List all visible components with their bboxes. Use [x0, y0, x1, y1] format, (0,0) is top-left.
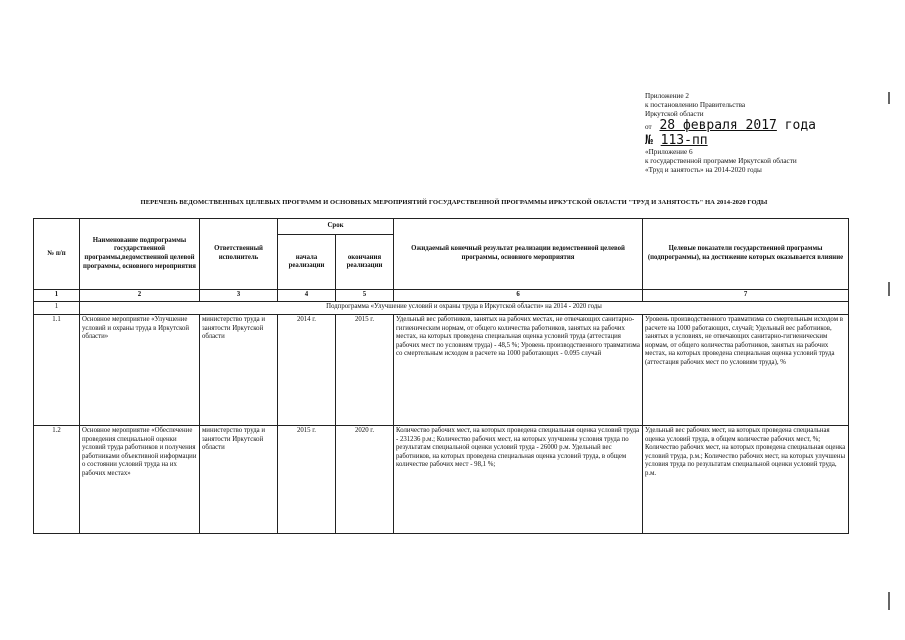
row-start: 2014 г. [278, 315, 336, 426]
column-number: 3 [200, 290, 278, 302]
subprogram-row [34, 302, 849, 315]
row-name: Основное мероприятие «Обеспечение проведения специальной оценки условий труда работников и получения работниками объективной информации о состоянии условий труда на их рабочих местах» [80, 426, 200, 534]
header-indicators: Целевые показатели государственной программы (подпрограммы), на достижение которых оказывается влияние [643, 219, 849, 290]
document-title: ПЕРЕЧЕНЬ ВЕДОМСТВЕННЫХ ЦЕЛЕВЫХ ПРОГРАММ И ОСНОВНЫХ МЕРОПРИЯТИЙ ГОСУДАРСТВЕННОЙ ПРОГРАММЫ ИРКУТСКОЙ ОБЛАСТИ "ТРУД И ЗАНЯТОСТЬ" НА 2014-2020 ГОДЫ [140, 199, 768, 206]
scan-mark [888, 92, 890, 104]
subprogram-title: Подпрограмма «Улучшение условий и охраны труда в Иркутской области» на 2014 - 2020 годы [80, 302, 849, 315]
row-executor: министерство труда и занятости Иркутской области [200, 426, 278, 534]
header-end: окончания реализации [336, 235, 394, 290]
header-num: № п/п [34, 219, 80, 290]
scan-edge-marks [888, 92, 891, 612]
table-row [34, 315, 849, 426]
appendix-line: «Труд и занятость» на 2014-2020 годы [645, 166, 762, 174]
subprogram-num: 1 [34, 302, 80, 315]
header-start: начала реализации [278, 235, 336, 290]
row-end: 2015 г. [336, 315, 394, 426]
appendix-line: «Приложение 6 [645, 148, 693, 156]
program-table [33, 218, 849, 534]
scan-mark [888, 592, 890, 610]
number-value: 113-пп [660, 133, 708, 148]
column-number: 1 [34, 290, 80, 302]
decree-date [645, 119, 895, 134]
row-name: Основное мероприятие «Улучшение условий и охраны труда в Иркутской области» [80, 315, 200, 426]
column-number: 2 [80, 290, 200, 302]
column-number: 6 [394, 290, 643, 302]
table-row [34, 426, 849, 534]
header-name: Наименование подпрограммы государственной программы,ведомственной целевой программы, основного мероприятия [80, 219, 200, 290]
date-prefix: от [645, 123, 652, 131]
scan-mark [888, 282, 890, 296]
column-number: 4 [278, 290, 336, 302]
row-executor: министерство труда и занятости Иркутской области [200, 315, 278, 426]
date-suffix: года [784, 118, 817, 133]
appendix-header [645, 92, 895, 175]
header-executor: Ответственный исполнитель [200, 219, 278, 290]
header-line: Приложение 2 [645, 92, 689, 100]
row-indicators: Удельный вес рабочих мест, на которых проведена специальная оценка условий труда, в общем количестве рабочих мест, %; Количество рабочих мест, на которых проведена специальная оценка условий труда, р.м.; Количество рабочих мест, на которых улучшены условия труда по результатам специальной оценки условий труда, р.м. [643, 426, 849, 534]
column-number: 5 [336, 290, 394, 302]
header-line: Иркутской области [645, 110, 704, 118]
date-value: 28 февраля 2017 [659, 118, 777, 133]
appendix-line: к государственной программе Иркутской области [645, 157, 797, 165]
row-result: Удельный вес работников, занятых на рабочих местах, не отвечающих санитарно-гигиеническим нормам, от общего количества работников, занятых на рабочих местах, на которых проведена специальная оценка условий труда (аттестация рабочих мест по условиям труда) - 48,5 %; Уровень производственного травматизма со смертельным исходом в расчете на 1000 работающих - 0.095 случай [394, 315, 643, 426]
row-start: 2015 г. [278, 426, 336, 534]
header-line: к постановлению Правительства [645, 101, 746, 109]
header-term: Срок [278, 219, 394, 235]
row-num: 1.1 [34, 315, 80, 426]
row-result: Количество рабочих мест, на которых проведена специальная оценка условий труда - 231236 р.м.; Количество рабочих мест, на которых улучшены условия труда по результатам специальной оценки условий труда - 26000 р.м. Удельный вес работников, на которых проведена специальная оценка условий труда, в общем количестве рабочих мест - 98,1 %; [394, 426, 643, 534]
row-indicators: Уровень производственного травматизма со смертельным исходом в расчете на 1000 работающих, случай; Удельный вес работников, занятых в условиях, не отвечающих санитарно-гигиеническим нормам, от общего количества работников, занятых на рабочих местах, на которых проведена специальная оценка условий труда (аттестация рабочих мест по условиям труда), % [643, 315, 849, 426]
column-number-row [34, 290, 849, 302]
decree-number [645, 134, 895, 148]
number-prefix: № [645, 133, 653, 148]
row-end: 2020 г. [336, 426, 394, 534]
row-num: 1.2 [34, 426, 80, 534]
header-result: Ожидаемый конечный результат реализации ведомственной целевой программы, основного мероприятия [394, 219, 643, 290]
column-number: 7 [643, 290, 849, 302]
